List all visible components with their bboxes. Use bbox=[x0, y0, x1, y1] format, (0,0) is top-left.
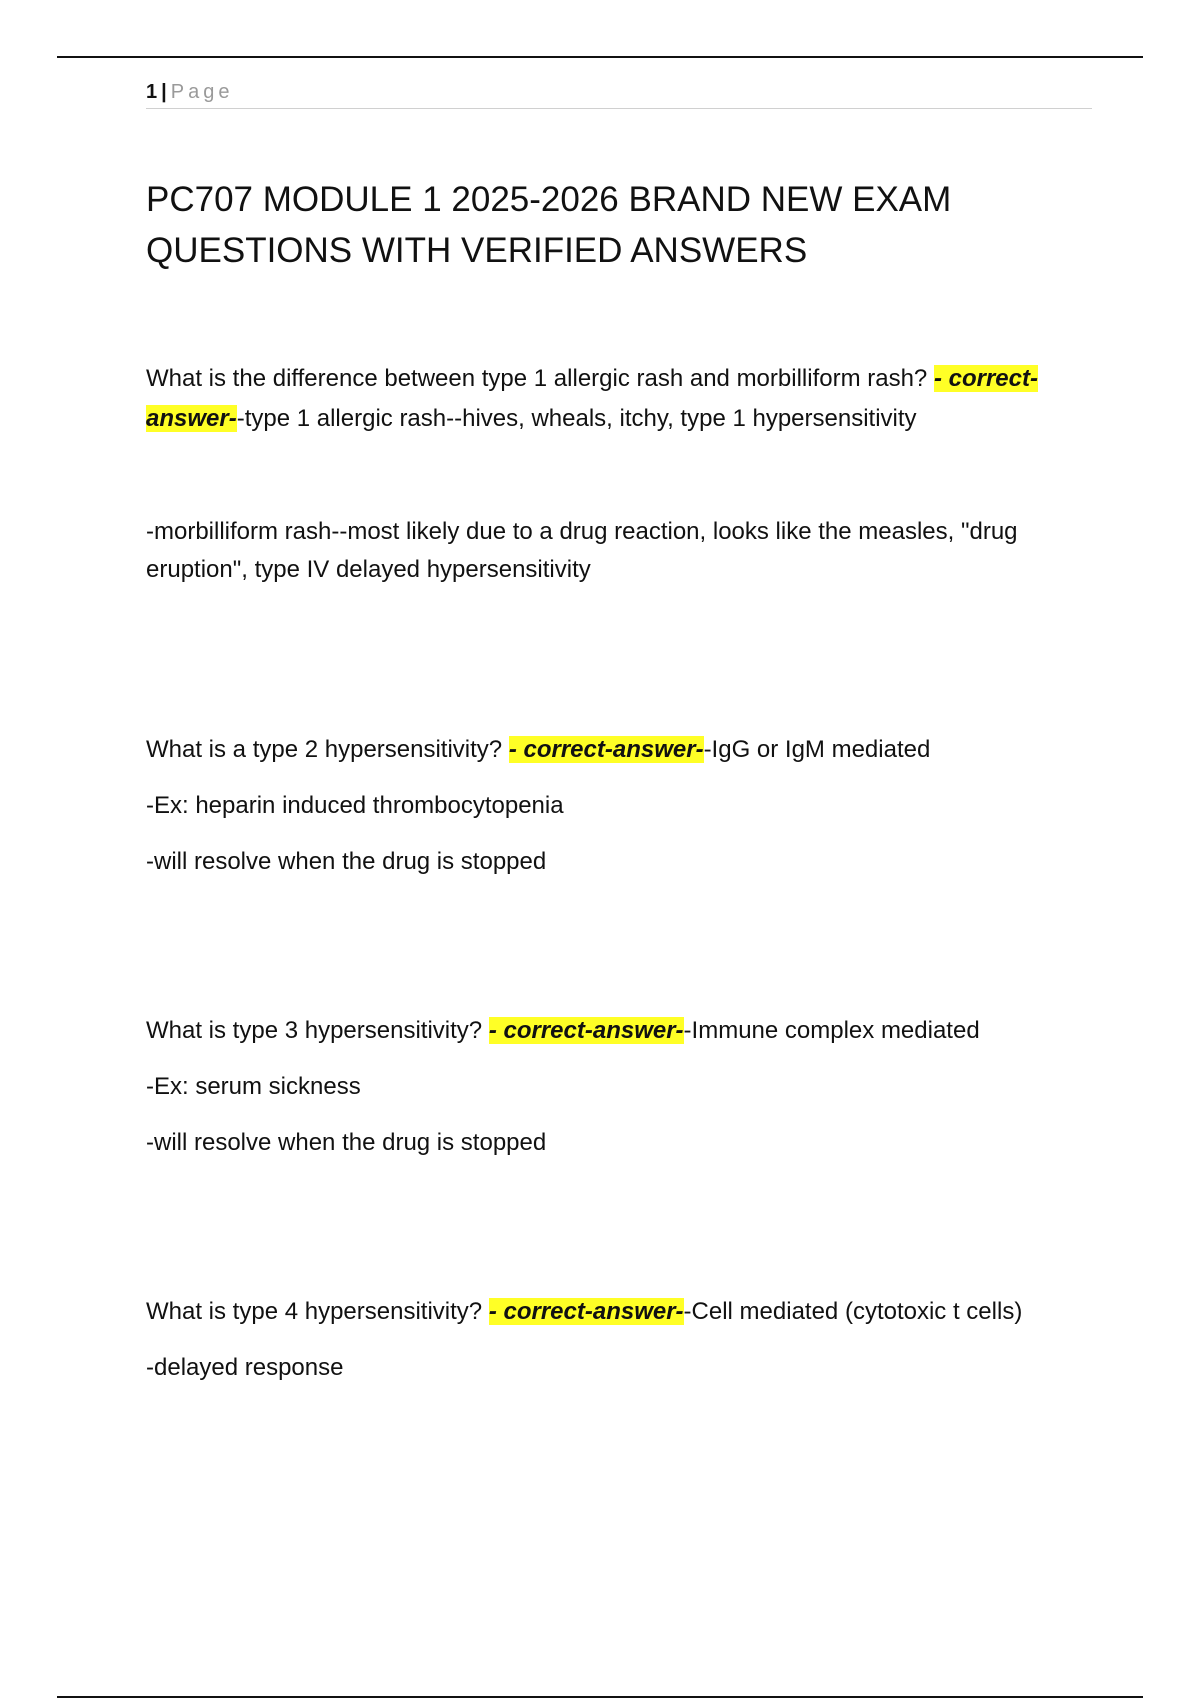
qa-item-3 bbox=[146, 1003, 1096, 1171]
qa-4-answer: -Cell mediated (cytotoxic t cells) bbox=[683, 1298, 1023, 1325]
qa-item-2 bbox=[146, 722, 1096, 890]
page-number: 1 bbox=[146, 81, 158, 103]
qa-2-extra-1: -Ex: heparin induced thrombocytopenia bbox=[146, 792, 564, 819]
qa-2-question: What is a type 2 hypersensitivity? bbox=[146, 736, 509, 763]
qa-1-answer-marker: - correct-answer- bbox=[146, 365, 1038, 432]
bottom-rule bbox=[57, 1696, 1143, 1698]
qa-3-answer: -Immune complex mediated bbox=[683, 1017, 980, 1044]
document-title: PC707 MODULE 1 2025-2026 BRAND NEW EXAM QUESTIONS WITH VERIFIED ANSWERS bbox=[146, 180, 952, 270]
qa-1-question: What is the difference between type 1 allergic rash and morbilliform rash? bbox=[146, 365, 934, 392]
qa-3-line bbox=[146, 1003, 1096, 1059]
qa-3-answer-marker: - correct-answer- bbox=[488, 1017, 684, 1044]
page-separator: | bbox=[161, 81, 167, 103]
qa-2-extra-2: -will resolve when the drug is stopped bbox=[146, 848, 547, 875]
qa-3-extra-1: -Ex: serum sickness bbox=[146, 1073, 361, 1100]
qa-1-line bbox=[146, 359, 1096, 439]
qa-3-extra-2: -will resolve when the drug is stopped bbox=[146, 1129, 547, 1156]
qa-4-extra-1: -delayed response bbox=[146, 1354, 344, 1381]
page-word: Page bbox=[170, 81, 234, 103]
qa-2-answer-marker: - correct-answer- bbox=[508, 736, 704, 763]
qa-item-4 bbox=[146, 1284, 1096, 1396]
qa-1-answer: -type 1 allergic rash--hives, wheals, itchy, type 1 hypersensitivity bbox=[236, 405, 917, 432]
qa-item-1 bbox=[146, 359, 1096, 439]
page-header bbox=[146, 78, 1092, 109]
qa-2-answer: -IgG or IgM mediated bbox=[703, 736, 931, 763]
qa-4-answer-marker: - correct-answer- bbox=[488, 1298, 684, 1325]
top-rule bbox=[57, 56, 1143, 58]
qa-2-line bbox=[146, 722, 1096, 778]
qa-4-line bbox=[146, 1284, 1096, 1340]
qa-1-extra-1: -morbilliform rash--most likely due to a drug reaction, looks like the measles, "drug eruption", type IV delayed hypersensitivity bbox=[146, 518, 1018, 583]
qa-item-1-detail bbox=[146, 513, 1096, 589]
qa-4-question: What is type 4 hypersensitivity? bbox=[146, 1298, 489, 1325]
qa-3-question: What is type 3 hypersensitivity? bbox=[146, 1017, 489, 1044]
